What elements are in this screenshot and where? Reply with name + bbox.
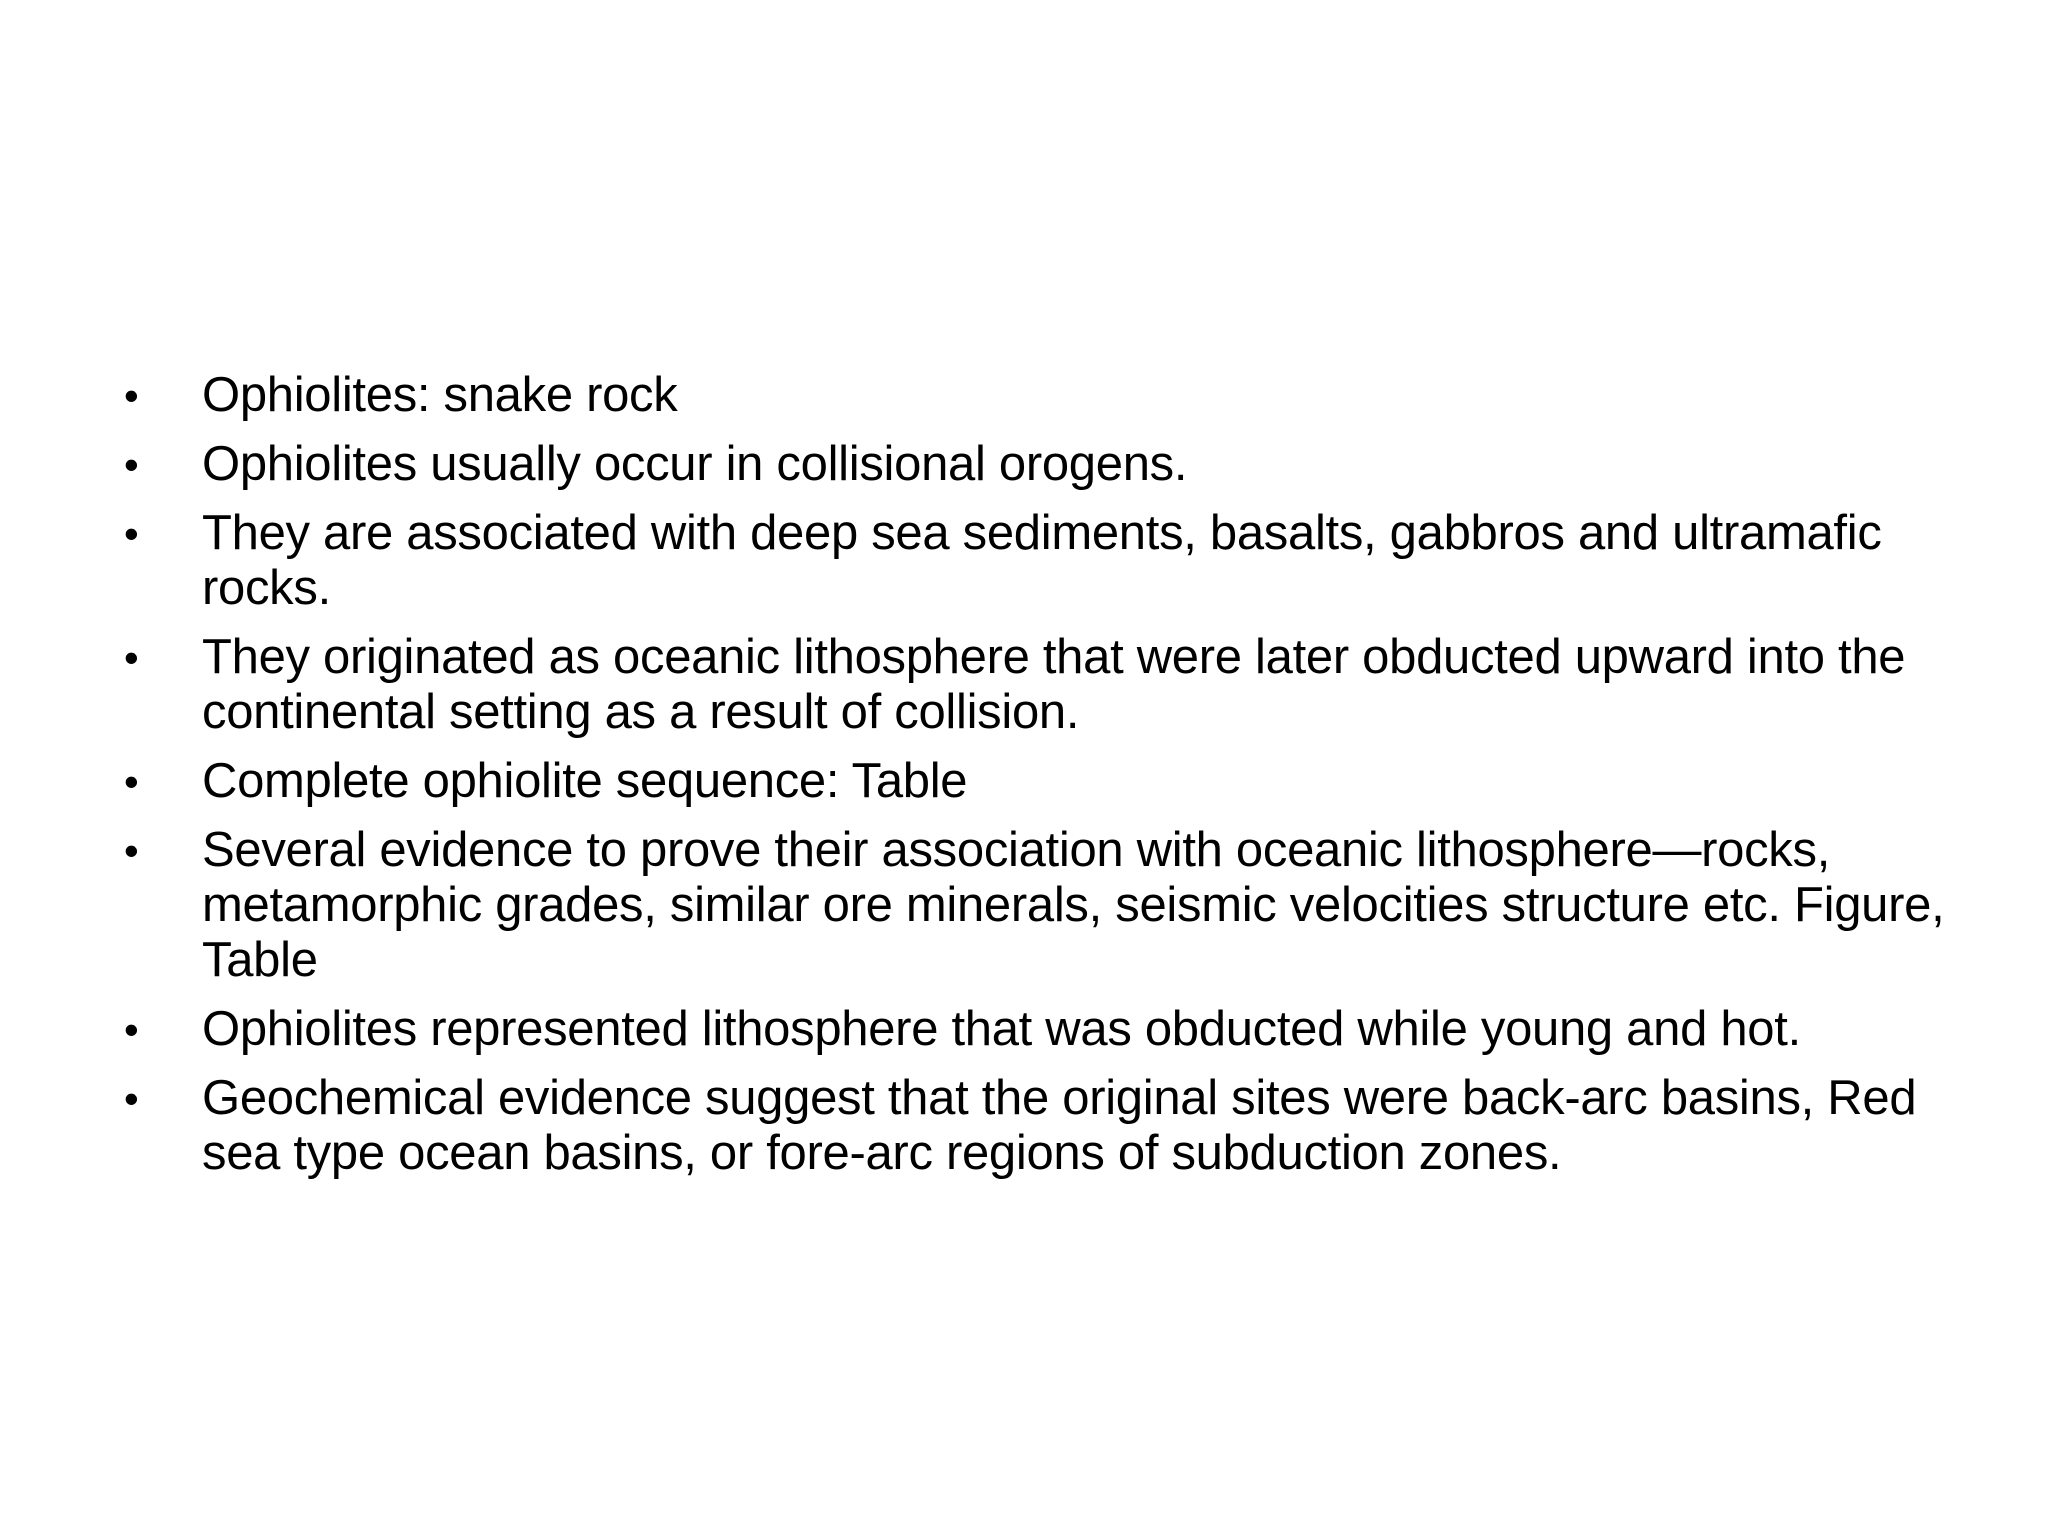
- bullet-text: Ophiolites represented lithosphere that was obducted while young and hot.: [202, 1002, 1801, 1056]
- bullet-text: Complete ophiolite sequence: Table: [202, 754, 968, 808]
- bullet-icon: •: [124, 1006, 139, 1053]
- bullet-item: [120, 823, 1980, 988]
- bullet-text: They originated as oceanic lithosphere that were later obducted upward into the continental setting as a result of collision.: [202, 630, 1906, 739]
- bullet-icon: •: [124, 372, 139, 419]
- bullet-icon: •: [124, 827, 139, 874]
- bullet-icon: •: [124, 441, 139, 488]
- bullet-icon: •: [124, 1075, 139, 1122]
- bullet-item: [120, 630, 1980, 740]
- bullet-item: [120, 1002, 1980, 1057]
- bullet-text: Ophiolites usually occur in collisional orogens.: [202, 437, 1188, 491]
- bullet-item: [120, 368, 1980, 423]
- bullet-icon: •: [124, 510, 139, 557]
- bullet-item: [120, 754, 1980, 809]
- bullet-text: They are associated with deep sea sediments, basalts, gabbros and ultramafic rocks.: [202, 506, 1882, 615]
- bullet-icon: •: [124, 634, 139, 681]
- bullet-text: Ophiolites: snake rock: [202, 368, 678, 422]
- bullet-item: [120, 437, 1980, 492]
- bullet-item: [120, 506, 1980, 616]
- bullet-text: Geochemical evidence suggest that the original sites were back-arc basins, Red sea type ocean basins, or fore-arc regions of subduction zones.: [202, 1071, 1917, 1180]
- bullet-icon: •: [124, 758, 139, 805]
- bullet-item: [120, 1071, 1980, 1181]
- bullet-list: [120, 368, 1980, 1195]
- bullet-text: Several evidence to prove their association with oceanic lithosphere—rocks, metamorphic grades, similar ore minerals, seismic velocities structure etc. Figure, Table: [202, 823, 1945, 987]
